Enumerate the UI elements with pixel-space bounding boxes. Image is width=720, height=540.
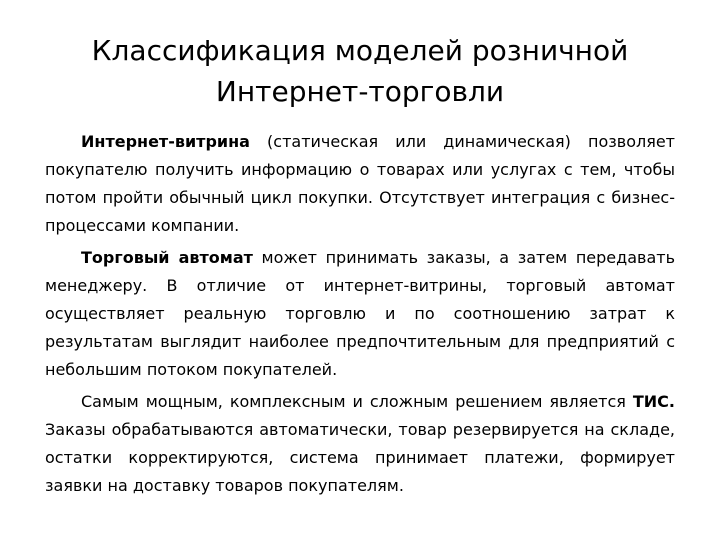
term-tis: ТИС. <box>632 392 675 411</box>
paragraph-vending <box>45 244 675 384</box>
title-line-2: Интернет-торговли <box>215 75 505 108</box>
paragraph-vending-text: может принимать заказы, а затем передавать менеджеру. В отличие от интернет-витрины, торговый автомат осуществляет реальную торговлю и по соотношению затрат к результатам выглядит наиболее предпочтительным для предприятий с небольшим потоком покупателей. <box>45 248 675 379</box>
title-line-1: Классификация моделей розничной <box>91 34 629 67</box>
paragraph-tis <box>45 388 675 500</box>
slide-title <box>40 30 680 112</box>
slide-body <box>45 128 675 504</box>
paragraph-storefront <box>45 128 675 240</box>
paragraph-tis-tail: Заказы обрабатываются автоматически, товар резервируется на складе, остатки корректируются, система принимает платежи, формирует заявки на доставку товаров покупателям. <box>45 420 675 495</box>
paragraph-tis-lead: Самым мощным, комплексным и сложным решением является <box>81 392 633 411</box>
term-vending: Торговый автомат <box>81 248 253 267</box>
term-storefront: Интернет-витрина <box>81 132 250 151</box>
paragraph-storefront-text: (статическая или динамическая) позволяет покупателю получить информацию о товарах или услугах с тем, чтобы потом пройти обычный цикл покупки. Отсутствует интеграция с бизнес-процессами компании. <box>45 132 675 235</box>
